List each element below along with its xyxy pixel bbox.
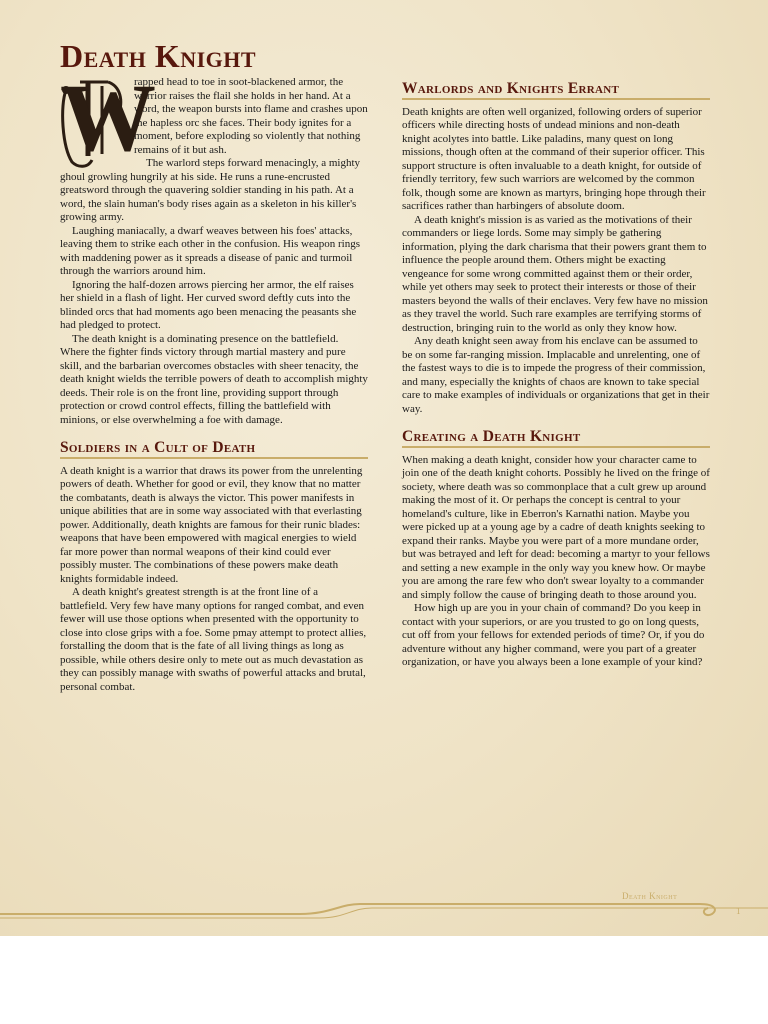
footer-ornament-icon xyxy=(0,896,768,926)
left-column xyxy=(60,64,368,694)
section-heading-soldiers: Soldiers in a Cult of Death xyxy=(60,441,368,459)
body-paragraph: Any death knight seen away from his enclave can be assumed to be on some far-ranging mission. Implacable and unrelenting, one of the fastest ways to die is to impede the progress of their commission, and many, especially the knights of chaos are known to take special care to make examples of individuals or organizations that get in their way. xyxy=(402,335,710,415)
page-number: 1 xyxy=(736,906,741,916)
body-paragraph: When making a death knight, consider how your character came to join one of the death knight cohorts. Possibly he lived on the fringe of society, where death was so commonplace that a cult grew up around making the most of it. Or perhaps the concept is central to your homeland's culture, like in Eberron's Karnathi nation. Maybe you were picked up at a young age by a cadre of death knights seeking to expand their ranks. Maybe you were part of a more mundane order, but was betrayed and left for dead: becoming a martyr to your fellows and setting a new example in the only way you knew how. Or maybe you are among the rare few who don't swear loyalty to a commander and simply follow the cause of bringing death to those around you. xyxy=(402,453,710,601)
intro-block xyxy=(60,64,368,171)
body-paragraph: A death knight's mission is as varied as the motivations of their commanders or liege lords. Some may simply be gathering information, plying the dark charisma that their powers grant them to influence the people around them. Others might be exacting vengeance for some wrong committed against them or their order, while yet others may seek to protect their interests or those of their masters beyond the walls of their enclaves. Very few have no mission as they travel the world. Such rare examples are terrifying storms of destruction, bringing ruin to the world as only they know how. xyxy=(402,213,708,334)
body-paragraph: A death knight's greatest strength is at the front line of a battlefield. Very few have many options for ranged combat, and even fewer will use those options when presented with the opportunity to close into close grips with a foe. Some pmay attempt to protect allies, forstalling the doom that is the fate of all living things as long as possible, while others desire only to mete out as much devastation as they can possibly manage with swaths of powerful attacks and brutal, personal combat. xyxy=(60,586,367,693)
intro-paragraph: The death knight is a dominating presence on the battlefield. Where the fighter finds victory through martial mastery and pure skill, and the barbarian overcomes obstacles with sheer tenacity, the death knight wields the terrible powers of death to accomplish mighty deeds. Their role is on the front line, providing support through protection or crowd control effects, filling the battlefield with minions, or else overwhelming a foe with damage. xyxy=(60,332,368,426)
intro-paragraph: Laughing maniacally, a dwarf weaves between his foes' attacks, leaving them to strike each other in the confusion. His weapon rings with maddening power as it spreads a disease of panic and turmoil through the warriors around him. xyxy=(60,224,360,277)
intro-paragraph: Ignoring the half-dozen arrows piercing her armor, the elf raises her shield in a flash of light. Her curved sword deftly cuts into the blinded orcs that had moments ago been menacing the peasants she had pledged to protect. xyxy=(60,278,357,331)
body-paragraph: A death knight is a warrior that draws its power from the unrelenting powers of death. Whether for good or evil, they know that no matter the combatants, death is always the victor. This power manifests in unique abilities that are in some way associated with that everlasting power. Additionally, death knights are famous for their runic blades: weapons that have been empowered with magical energies to wield far more power than normal weapons of their kind could ever possibly muster. The combinations of these powers make death knights formidable indeed. xyxy=(60,464,363,585)
footer-label: Death Knight xyxy=(622,891,678,901)
page-title: Death Knight xyxy=(60,38,257,74)
drop-cap xyxy=(58,64,156,171)
body-paragraph: How high up are you in your chain of command? Do you keep in contact with your superiors, or are you trusted to go on long quests, cut off from your fellows for extended periods of time? Or, if you do adventure without any higher command, were you part of a greater organization, or have you always been a lone example of your kind? xyxy=(402,602,705,668)
intro-paragraph: The warlord steps forward menacingly, a mighty ghoul growling hungrily at his side. He runs a rune-encrusted greatsword through the quavering soldier standing in his path. At a word, the slain human's body rises again as a skeleton in his killer's growing army. xyxy=(60,157,361,223)
section-heading-creating: Creating a Death Knight xyxy=(402,430,710,448)
body-paragraph: Death knights are often well organized, following orders of superior officers while directing hosts of undead minions and non-death knight acolytes into battle. Like paladins, many quest on long missions, though often at the command of their superior officer. This support structure is often invaluable to a death knight, for outside of friendly territory, few such warriors are welcomed by the common folk, though some are known as martyrs, bringing hope through their sacrifices rather than harbingers of absolute doom. xyxy=(402,105,706,212)
drop-cap-letter: W xyxy=(60,64,156,171)
section-heading-warlords: Warlords and Knights Errant xyxy=(402,82,710,100)
right-column xyxy=(402,82,710,670)
intro-paragraph: rapped head to toe in soot-blackened armor, the warrior raises the flail she holds in her hand. At a word, the weapon bursts into flame and crashes upon the hapless orc she faces. Their body ignites for a moment, before exploding so violently that nothing remains of it but ash. xyxy=(134,76,368,156)
